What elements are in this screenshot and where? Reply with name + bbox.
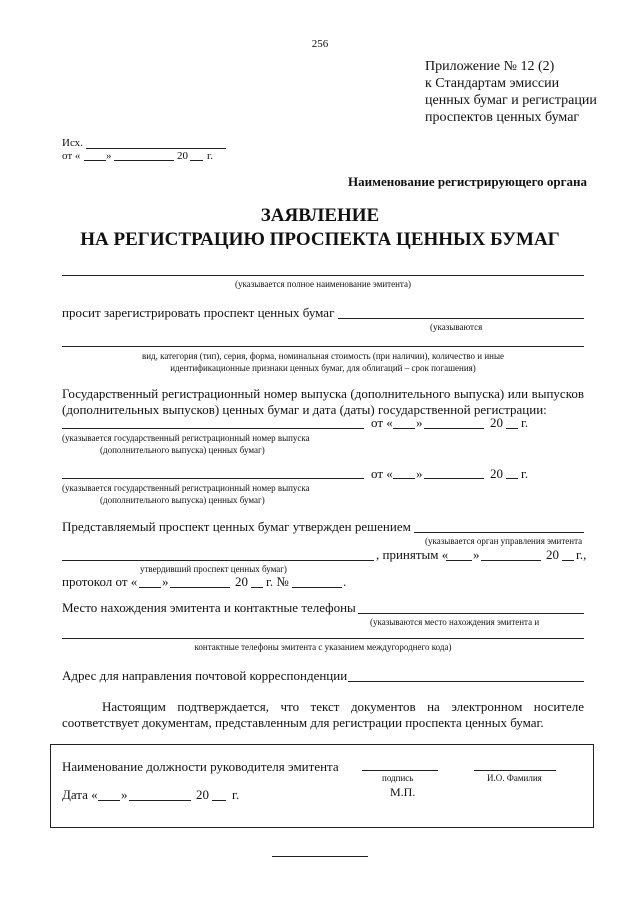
approval-day-field[interactable] bbox=[446, 560, 472, 561]
appendix-line: Приложение № 12 (2) bbox=[425, 59, 555, 74]
reg-g-2: г. bbox=[521, 466, 529, 481]
ref-date-from: от « bbox=[62, 150, 81, 162]
reg-year-1: 20 bbox=[490, 415, 503, 430]
securities-details-field[interactable] bbox=[62, 346, 584, 347]
reg-month-field-1[interactable] bbox=[424, 428, 484, 429]
ref-year: 20 bbox=[177, 150, 188, 162]
ref-month-field[interactable] bbox=[114, 160, 174, 161]
protocol-day-field[interactable] bbox=[139, 587, 161, 588]
reg-g-1: г. bbox=[521, 415, 529, 430]
sign-day-field[interactable] bbox=[98, 800, 120, 801]
state-reg-line1: Государственный регистрационный номер выпуска (дополнительного выпуска) или выпусков bbox=[62, 386, 584, 401]
securities-details-hint: вид, категория (тип), серия, форма, номинальная стоимость (при наличии), количество и иные идентификационные признаки ценных бумаг, для облигаций – срок погашения) bbox=[141, 351, 505, 373]
reg-date-from-1: от « bbox=[371, 415, 393, 430]
reg-year-field-1[interactable] bbox=[506, 428, 518, 429]
signature-box bbox=[50, 744, 594, 828]
ref-date-quote: » bbox=[106, 150, 112, 162]
sign-year: 20 bbox=[196, 787, 209, 802]
sign-year-field[interactable] bbox=[212, 800, 226, 801]
appendix-line: к Стандартам эмиссии bbox=[425, 76, 560, 91]
approval-quote: » bbox=[473, 547, 480, 562]
footer-rule bbox=[272, 856, 368, 857]
phones-field[interactable] bbox=[62, 638, 584, 639]
reg-number-field-2[interactable] bbox=[62, 478, 364, 479]
sign-g: г. bbox=[232, 787, 240, 802]
sign-date-label: Дата « bbox=[62, 787, 98, 802]
issuer-name-field[interactable] bbox=[62, 275, 584, 276]
location-hint: (указываются место нахождения эмитента и bbox=[370, 617, 540, 627]
approval-g: г., bbox=[576, 547, 587, 562]
confirm-line1: Настоящим подтверждается, что текст документов на электронном носителе bbox=[102, 699, 584, 714]
securities-field[interactable] bbox=[338, 318, 584, 319]
request-text: просит зарегистрировать проспект ценных бумаг bbox=[62, 305, 335, 320]
full-name-hint: И.О. Фамилия bbox=[487, 773, 542, 783]
reg-hint-1: (указывается государственный регистрационный номер выпуска (дополнительного выпуска) ценных бумаг) bbox=[62, 433, 310, 455]
approval-body-field[interactable] bbox=[414, 532, 584, 533]
ref-number-field[interactable] bbox=[86, 148, 226, 149]
confirm-line2: соответствует документам, представленным для регистрации проспекта ценных бумаг. bbox=[62, 715, 544, 730]
reg-quote-2: » bbox=[416, 466, 423, 481]
approval-month-field[interactable] bbox=[481, 560, 541, 561]
protocol-number-field[interactable] bbox=[292, 587, 342, 588]
mail-address-field[interactable] bbox=[348, 681, 584, 682]
approval-body-hint-cont: утвердивший проспект ценных бумаг) bbox=[140, 564, 287, 574]
approval-year-field[interactable] bbox=[562, 560, 574, 561]
phones-hint: контактные телефоны эмитента с указанием междугороднего кода) bbox=[194, 642, 452, 652]
reg-day-field-2[interactable] bbox=[393, 478, 415, 479]
approval-text: Представляемый проспект ценных бумаг утвержден решением bbox=[62, 519, 411, 534]
approval-accepted: , принятым « bbox=[376, 547, 449, 562]
ref-year-field[interactable] bbox=[190, 160, 203, 161]
mail-address-text: Адрес для направления почтовой корреспонденции bbox=[62, 668, 348, 683]
seal-label: М.П. bbox=[390, 785, 416, 799]
issuer-hint: (указывается полное наименование эмитента) bbox=[235, 279, 411, 289]
reg-day-field-1[interactable] bbox=[393, 428, 415, 429]
location-field[interactable] bbox=[358, 613, 584, 614]
protocol-year-field[interactable] bbox=[251, 587, 263, 588]
appendix-line: проспектов ценных бумаг bbox=[425, 110, 580, 125]
protocol-end: . bbox=[343, 574, 347, 589]
appendix-note bbox=[425, 58, 597, 126]
approval-body-field-cont[interactable] bbox=[62, 560, 374, 561]
sign-date-quote: » bbox=[121, 787, 128, 802]
location-text: Место нахождения эмитента и контактные телефоны bbox=[62, 600, 356, 615]
page-number: 256 bbox=[311, 38, 329, 50]
securities-hint: (указываются bbox=[430, 322, 483, 332]
protocol-quote: » bbox=[162, 574, 169, 589]
appendix-line: ценных бумаг и регистрации bbox=[425, 93, 597, 108]
reg-year-2: 20 bbox=[490, 466, 503, 481]
approval-body-hint: (указывается орган управления эмитента bbox=[425, 536, 583, 546]
reg-month-field-2[interactable] bbox=[424, 478, 484, 479]
protocol-no: г. № bbox=[266, 574, 289, 589]
reg-quote-1: » bbox=[416, 415, 423, 430]
ref-day-field[interactable] bbox=[84, 160, 106, 161]
ref-label: Исх. bbox=[62, 137, 83, 149]
protocol-month-field[interactable] bbox=[170, 587, 230, 588]
sign-month-field[interactable] bbox=[129, 800, 191, 801]
reg-hint-2: (указывается государственный регистрационный номер выпуска (дополнительного выпуска) ценных бумаг) bbox=[62, 483, 310, 505]
protocol-label: протокол от « bbox=[62, 574, 138, 589]
protocol-year: 20 bbox=[235, 574, 248, 589]
document-title bbox=[0, 204, 640, 252]
signature-field[interactable] bbox=[362, 770, 438, 771]
registrar-name: Наименование регистрирующего органа bbox=[348, 174, 588, 189]
signature-hint: подпись bbox=[382, 773, 414, 783]
full-name-field[interactable] bbox=[474, 770, 556, 771]
reg-year-field-2[interactable] bbox=[506, 478, 518, 479]
ref-g: г. bbox=[207, 150, 214, 162]
head-position-label: Наименование должности руководителя эмитента bbox=[62, 759, 339, 774]
state-reg-line2: (дополнительных выпусков) ценных бумаг и дата (даты) государственной регистрации: bbox=[62, 402, 547, 417]
reg-date-from-2: от « bbox=[371, 466, 393, 481]
title-line: НА РЕГИСТРАЦИЮ ПРОСПЕКТА ЦЕННЫХ БУМАГ bbox=[80, 229, 560, 250]
approval-year: 20 bbox=[546, 547, 559, 562]
reg-number-field-1[interactable] bbox=[62, 428, 364, 429]
title-line: ЗАЯВЛЕНИЕ bbox=[260, 205, 380, 226]
